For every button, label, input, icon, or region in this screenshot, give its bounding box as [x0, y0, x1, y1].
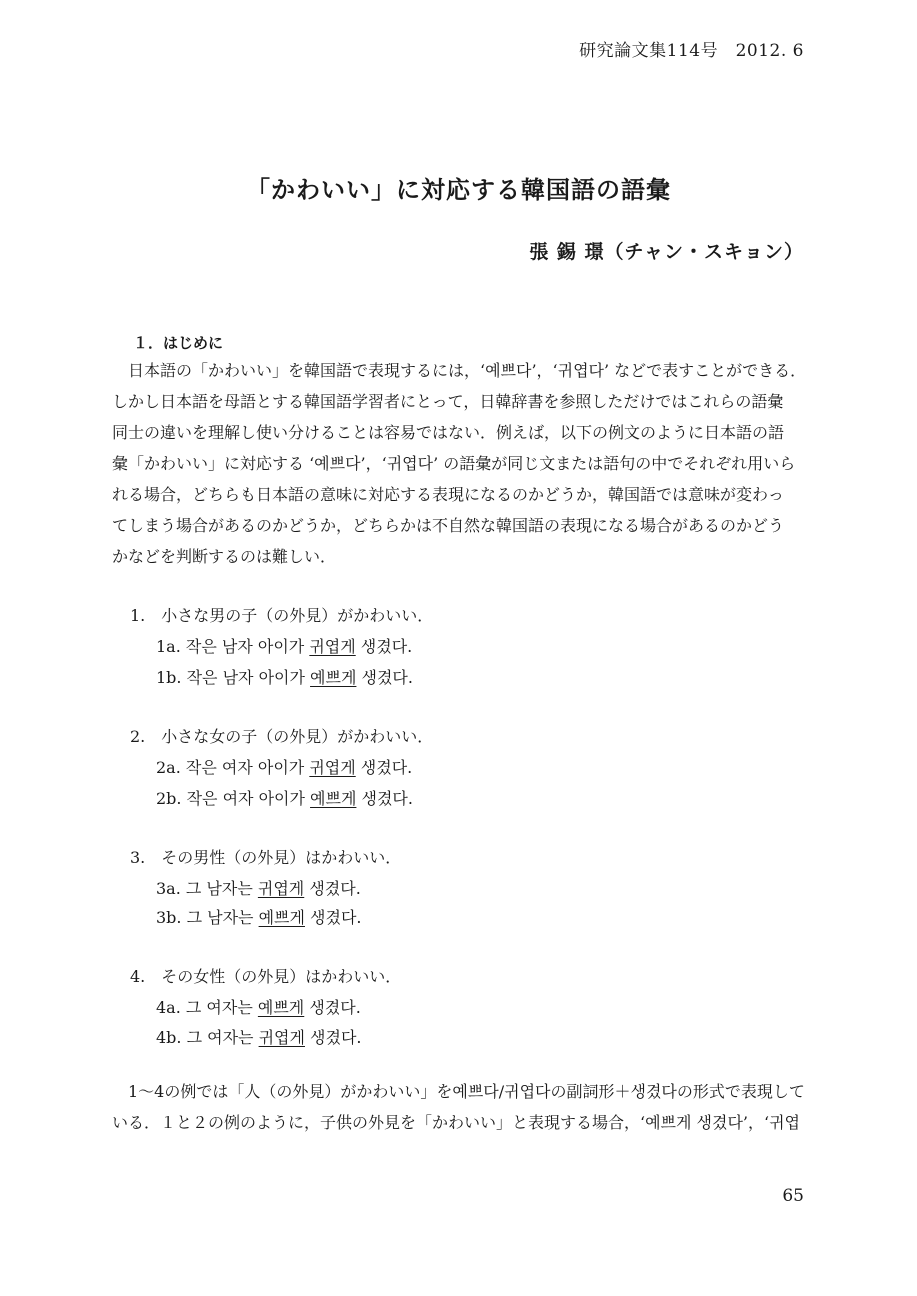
example-korean [156, 634, 412, 657]
outro-paragraph [112, 1076, 812, 1138]
text-line: かなどを判断するのは難しい． [112, 547, 337, 566]
text-line: 彙「かわいい」に対応する ‘예쁘다’，‘귀엽다’ の語彙が同じ文または語句の中でそれぞれ用いら [112, 454, 796, 473]
text-line: しかし日本語を母語とする韓国語学習者にとって，日韓辞書を参照しただけではこれらの語彙 [112, 392, 784, 411]
example-korean [156, 995, 361, 1018]
example-korean-suffix: 생겼다. [304, 1028, 362, 1047]
example-korean-prefix: 3a. 그 남자는 [156, 879, 258, 898]
example-korean [156, 786, 413, 809]
text-line: れる場合，どちらも日本語の意味に対応する表現になるのかどうか，韓国語では意味が変わっ [112, 485, 784, 504]
example-korean-suffix: 생겼다. [304, 998, 361, 1017]
example-korean [156, 876, 361, 899]
example-korean-suffix: 생겼다. [355, 637, 413, 656]
text-line: てしまう場合があるのかどうか，どちらかは不自然な韓国語の表現になる場合があるのかどう [112, 516, 785, 535]
author-name: 張 錫 璟（チャン・スキョン） [529, 241, 804, 263]
example-japanese: 4. その女性（の外見）はかわいい． [130, 967, 402, 986]
example-korean-prefix: 3b. 그 남자는 [156, 908, 259, 927]
example-korean [156, 755, 412, 778]
underlined-word: 귀엽게 [309, 758, 356, 777]
example-korean-suffix: 생겼다. [356, 668, 413, 687]
example-korean [156, 665, 413, 688]
example-korean-suffix: 생겼다. [355, 758, 413, 777]
underlined-word: 예쁘게 [310, 789, 357, 808]
example-korean-prefix: 1a. 작은 남자 아이가 [156, 637, 310, 656]
example-korean-prefix: 1b. 작은 남자 아이가 [156, 668, 311, 687]
example-japanese: 2. 小さな女の子（の外見）がかわいい． [130, 727, 434, 746]
example-korean-suffix: 생겼다. [356, 789, 413, 808]
example-korean-prefix: 4a. 그 여자는 [156, 998, 258, 1017]
section-heading: １．はじめに [133, 334, 224, 352]
example-korean [156, 905, 362, 928]
running-header: 研究論文集114号 2012. 6 [579, 41, 804, 61]
example-korean [156, 1025, 362, 1048]
text-line: 1～4の例では「人（の外見）がかわいい」を예쁘다/귀엽다の副詞形＋생겼다の形式で表現して [112, 1082, 805, 1101]
underlined-word: 예쁘게 [257, 998, 305, 1017]
example-japanese: 3. その男性（の外見）はかわいい． [130, 848, 402, 867]
underlined-word: 예쁘게 [258, 908, 305, 927]
example-japanese: 1. 小さな男の子（の外見）がかわいい． [130, 606, 434, 625]
paper-title: 「かわいい」に対応する韓国語の語彙 [246, 175, 671, 204]
example-korean-prefix: 2a. 작은 여자 아이가 [156, 758, 310, 777]
example-korean-suffix: 생겼다. [304, 908, 362, 927]
intro-paragraph [112, 355, 812, 572]
example-korean-prefix: 4b. 그 여자는 [156, 1028, 259, 1047]
page-number: 65 [782, 1186, 804, 1206]
example-korean-suffix: 생겼다. [304, 879, 361, 898]
example-korean-prefix: 2b. 작은 여자 아이가 [156, 789, 311, 808]
text-line: いる．１と２の例のように，子供の外見を「かわいい」と表現する場合，‘예쁘게 생겼다’，‘귀엽 [112, 1113, 800, 1132]
text-line: 同士の違いを理解し使い分けることは容易ではない．例えば，以下の例文のように日本語の語 [112, 423, 785, 442]
underlined-word: 귀엽게 [309, 637, 356, 656]
underlined-word: 귀엽게 [258, 1028, 305, 1047]
text-line: 日本語の「かわいい」を韓国語で表現するには，‘예쁘다’，‘귀엽다’ などで表すことができる． [112, 361, 807, 380]
underlined-word: 귀엽게 [257, 879, 305, 898]
underlined-word: 예쁘게 [310, 668, 357, 687]
